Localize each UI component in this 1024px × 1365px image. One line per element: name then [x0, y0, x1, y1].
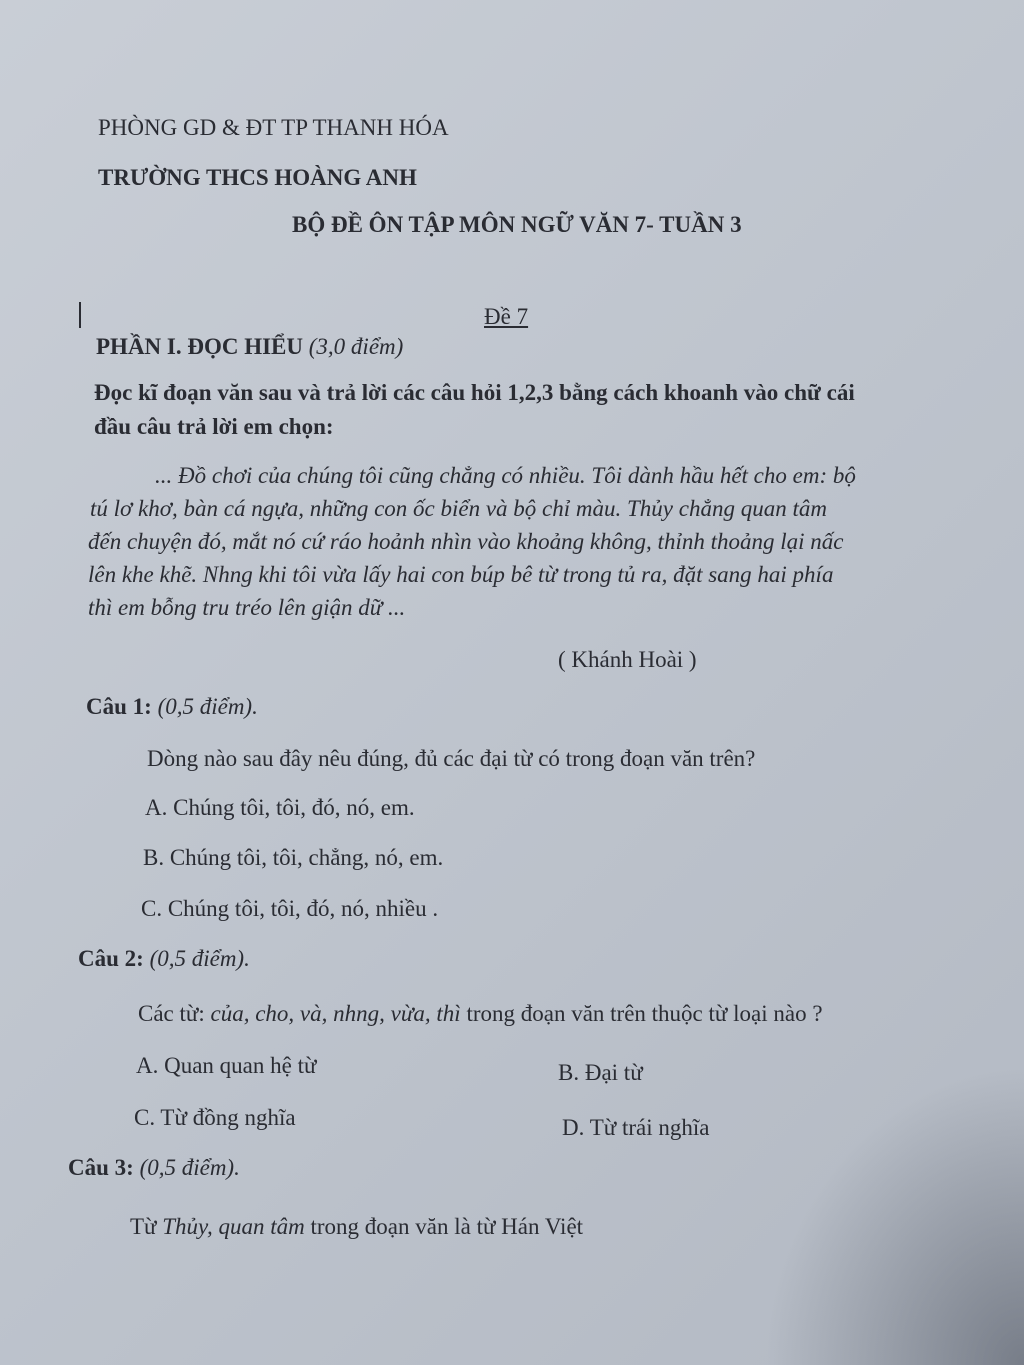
q2-option-c: C. Từ đồng nghĩa [134, 1105, 296, 1130]
q1-question: Dòng nào sau đây nêu đúng, đủ các đại từ có trong đoạn văn trên? [147, 746, 756, 771]
part1-points: (3,0 điểm) [308, 334, 404, 359]
q2-question [138, 1001, 823, 1027]
q2-points: (0,5 điểm). [149, 946, 250, 971]
q1-label: Câu 1: [86, 694, 152, 719]
q3-points: (0,5 điểm). [139, 1155, 240, 1180]
part1-heading [96, 334, 403, 360]
q2-option-d: D. Từ trái nghĩa [562, 1115, 710, 1140]
q2-question-words: của, cho, và, nhng, vừa, thì [210, 1001, 461, 1026]
q3-question [130, 1214, 583, 1240]
q3-question-prefix: Từ [130, 1214, 163, 1239]
q2-question-suffix: trong đoạn văn trên thuộc từ loại nào ? [460, 1001, 823, 1026]
photo-shadow [764, 1065, 1024, 1365]
passage-line: thì em bỗng tru tréo lên giận dữ ... [88, 595, 406, 620]
part1-title: PHẦN I. ĐỌC HIỂU [96, 334, 304, 359]
q3-heading [68, 1155, 240, 1181]
passage-line: đến chuyện đó, mắt nó cứ ráo hoảnh nhìn vào khoảng không, thỉnh thoảng lại nấc [88, 529, 844, 554]
q1-option-c: C. Chúng tôi, tôi, đó, nó, nhiều . [141, 896, 439, 921]
q3-question-suffix: trong đoạn văn là từ Hán Việt [304, 1214, 584, 1239]
exam-name: Đề 7 [484, 304, 529, 329]
q2-label: Câu 2: [78, 946, 144, 971]
instruction-line-1: Đọc kĩ đoạn văn sau và trả lời các câu hỏi 1,2,3 bằng cách khoanh vào chữ cái [94, 380, 855, 405]
q3-label: Câu 3: [68, 1155, 134, 1180]
q2-option-b: B. Đại từ [558, 1060, 643, 1085]
q1-heading [86, 694, 258, 720]
document-title: BỘ ĐỀ ÔN TẬP MÔN NGỮ VĂN 7- TUẦN 3 [292, 212, 742, 237]
department-name: PHÒNG GD & ĐT TP THANH HÓA [98, 115, 449, 140]
q1-option-b: B. Chúng tôi, tôi, chẳng, nó, em. [143, 845, 444, 870]
q2-heading [78, 946, 250, 972]
q3-question-words: Thủy, quan tâm [162, 1214, 305, 1239]
q2-option-a: A. Quan quan hệ từ [136, 1053, 317, 1078]
instruction-line-2: đầu câu trả lời em chọn: [94, 414, 334, 439]
passage-author: ( Khánh Hoài ) [558, 647, 697, 672]
q1-option-a: A. Chúng tôi, tôi, đó, nó, em. [145, 795, 415, 820]
q1-points: (0,5 điểm). [157, 694, 258, 719]
q2-question-prefix: Các từ: [138, 1001, 211, 1026]
margin-mark [79, 302, 81, 328]
passage-line: ... Đồ chơi của chúng tôi cũng chẳng có nhiều. Tôi dành hầu hết cho em: bộ [155, 463, 856, 488]
passage-line: lên khe khẽ. Nhng khi tôi vừa lấy hai con búp bê từ trong tủ ra, đặt sang hai phía [88, 562, 834, 587]
passage-line: tú lơ khơ, bàn cá ngựa, những con ốc biển và bộ chỉ màu. Thủy chẳng quan tâm [90, 496, 827, 521]
school-name: TRƯỜNG THCS HOÀNG ANH [98, 165, 417, 190]
